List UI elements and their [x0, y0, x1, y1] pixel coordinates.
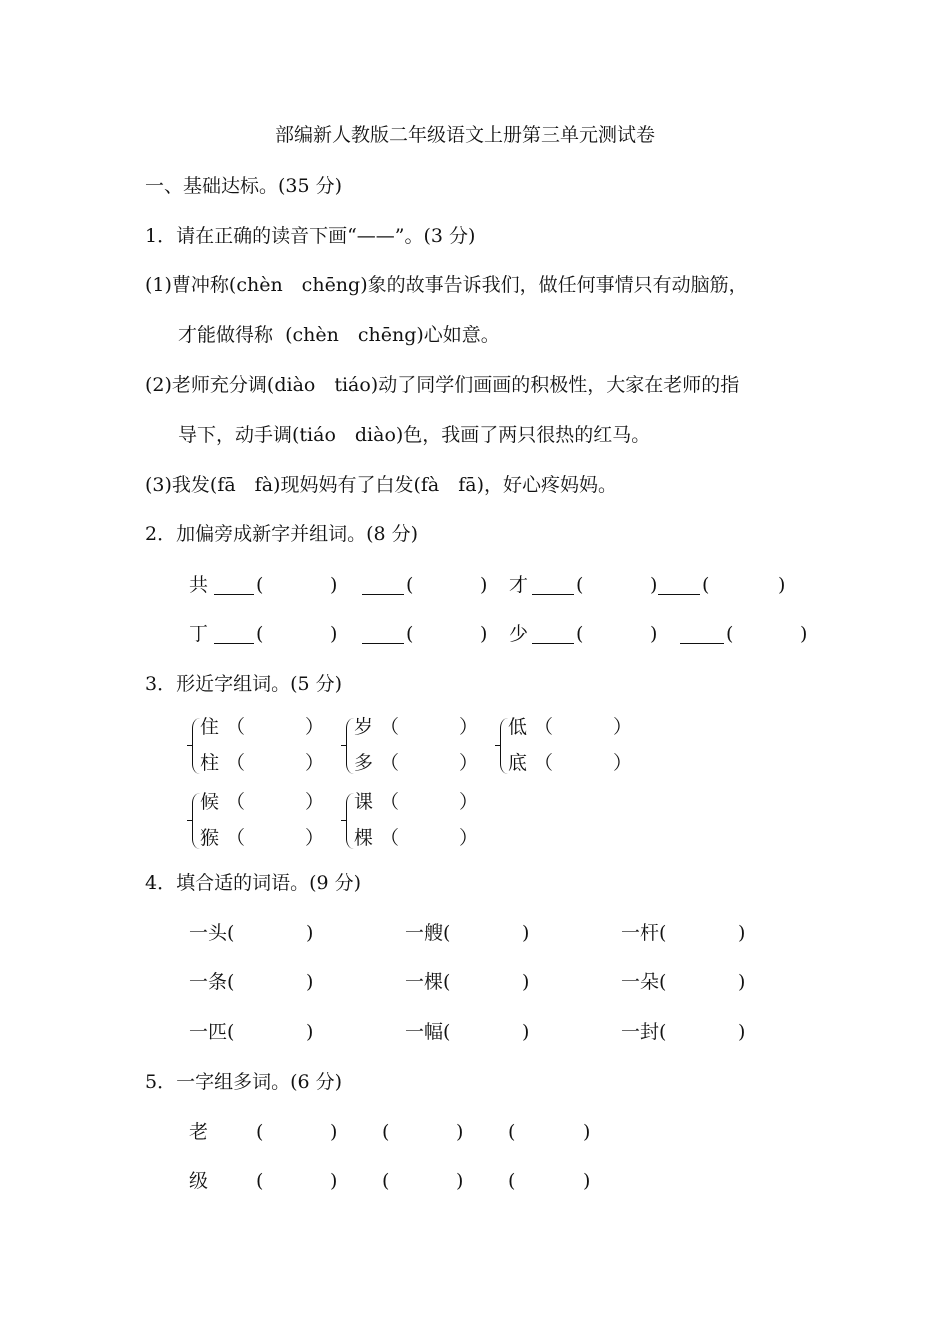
- q4-item: 一条(: [189, 971, 235, 993]
- q1-line-1: (1)曹冲称(chèn chēng)象的故事告诉我们，做任何事情只有动脑筋，: [145, 274, 748, 296]
- q1-line-5: (3)我发(fā fà)现妈妈有了白发(fà fā)，好心疼妈妈。: [145, 474, 618, 496]
- q4-close-paren: ): [738, 922, 746, 944]
- q3-char: 柱: [200, 752, 220, 774]
- q4-item: 一封(: [621, 1021, 667, 1043]
- q4-close-paren: ): [522, 971, 530, 993]
- brace-icon: [500, 718, 508, 774]
- q3-close-paren: ）: [305, 716, 325, 738]
- q4-item: 一朵(: [621, 971, 667, 993]
- page-title: 部编新人教版二年级语文上册第三单元测试卷: [275, 124, 656, 146]
- q3-open-paren: （: [380, 791, 400, 813]
- q2-close-paren: ): [330, 574, 338, 596]
- q3-close-paren: ）: [459, 791, 479, 813]
- q3-close-paren: ）: [613, 716, 633, 738]
- q5-open-paren: (: [382, 1121, 390, 1143]
- q3-open-paren: （: [534, 716, 554, 738]
- q3-char: 低: [508, 716, 528, 738]
- q3-char: 棵: [354, 827, 374, 849]
- q4-item: 一棵(: [405, 971, 451, 993]
- q5-heading: 5．一字组多词。(6 分): [145, 1071, 343, 1093]
- q1-line-3: (2)老师充分调(diào tiáo)动了同学们画画的积极性，大家在老师的指: [145, 374, 740, 396]
- brace-icon: [346, 718, 354, 774]
- q4-item: 一头(: [189, 922, 235, 944]
- q3-open-paren: （: [226, 716, 246, 738]
- q2-heading: 2．加偏旁成新字并组词。(8 分): [145, 523, 419, 545]
- q5-close-paren: ): [330, 1170, 338, 1192]
- q4-close-paren: ): [522, 1021, 530, 1043]
- q5-close-paren: ): [583, 1121, 591, 1143]
- q3-char: 住: [200, 716, 220, 738]
- q3-char: 课: [354, 791, 374, 813]
- q4-close-paren: ): [738, 1021, 746, 1043]
- q2-char-gong: 共: [189, 574, 209, 596]
- q3-open-paren: （: [226, 752, 246, 774]
- q3-close-paren: ）: [305, 752, 325, 774]
- q2-close-paren: ): [480, 574, 488, 596]
- q3-char: 猴: [200, 827, 220, 849]
- q2-char-cai: 才: [509, 574, 529, 596]
- q3-open-paren: （: [380, 752, 400, 774]
- q3-heading: 3．形近字组词。(5 分): [145, 673, 343, 695]
- q2-close-paren: ): [800, 623, 808, 645]
- q3-close-paren: ）: [459, 827, 479, 849]
- q2-open-paren: (: [726, 623, 734, 645]
- q1-line-4: 导下，动手调(tiáo diào)色，我画了两只很热的红马。: [178, 424, 651, 446]
- q1-heading: 1．请在正确的读音下画“——”。(3 分): [145, 225, 476, 247]
- q2-char-shao: 少: [509, 623, 529, 645]
- q4-heading: 4．填合适的词语。(9 分): [145, 872, 362, 894]
- q4-close-paren: ): [522, 922, 530, 944]
- q5-close-paren: ): [456, 1121, 464, 1143]
- q3-close-paren: ）: [459, 752, 479, 774]
- q3-char: 候: [200, 791, 220, 813]
- section-heading: 一、基础达标。(35 分): [145, 175, 343, 197]
- q3-close-paren: ）: [613, 752, 633, 774]
- q3-char: 底: [508, 752, 528, 774]
- q2-close-paren: ): [330, 623, 338, 645]
- q2-blank[interactable]: [362, 643, 404, 644]
- q4-close-paren: ): [306, 922, 314, 944]
- brace-icon: [192, 718, 200, 774]
- q2-blank[interactable]: [532, 643, 574, 644]
- q1-line-2: 才能做得称 (chèn chēng)心如意。: [178, 324, 500, 346]
- q5-open-paren: (: [508, 1170, 516, 1192]
- q3-close-paren: ）: [459, 716, 479, 738]
- q2-blank[interactable]: [532, 594, 574, 595]
- q2-open-paren: (: [576, 623, 584, 645]
- q2-blank[interactable]: [680, 643, 724, 644]
- q2-open-paren: (: [702, 574, 710, 596]
- q5-open-paren: (: [382, 1170, 390, 1192]
- q3-open-paren: （: [226, 791, 246, 813]
- q3-open-paren: （: [534, 752, 554, 774]
- q4-close-paren: ): [306, 971, 314, 993]
- q5-close-paren: ): [456, 1170, 464, 1192]
- q3-open-paren: （: [380, 716, 400, 738]
- brace-icon: [346, 793, 354, 849]
- q3-open-paren: （: [380, 827, 400, 849]
- q2-blank[interactable]: [214, 594, 254, 595]
- q4-item: 一幅(: [405, 1021, 451, 1043]
- q3-char: 多: [354, 752, 374, 774]
- q5-open-paren: (: [508, 1121, 516, 1143]
- q2-close-paren: ): [480, 623, 488, 645]
- q2-open-paren: (: [256, 623, 264, 645]
- q2-open-paren: (: [406, 623, 414, 645]
- q5-char-ji: 级: [189, 1170, 209, 1192]
- q2-open-paren: (: [406, 574, 414, 596]
- q5-close-paren: ): [583, 1170, 591, 1192]
- q5-open-paren: (: [256, 1170, 264, 1192]
- brace-icon: [192, 793, 200, 849]
- q4-item: 一匹(: [189, 1021, 235, 1043]
- q2-char-ding: 丁: [189, 623, 209, 645]
- q4-close-paren: ): [306, 1021, 314, 1043]
- q2-blank[interactable]: [214, 643, 254, 644]
- q3-char: 岁: [354, 716, 374, 738]
- q2-blank[interactable]: [362, 594, 404, 595]
- q5-close-paren: ): [330, 1121, 338, 1143]
- q4-item: 一艘(: [405, 922, 451, 944]
- q5-char-lao: 老: [189, 1121, 209, 1143]
- q2-open-paren: (: [256, 574, 264, 596]
- q5-open-paren: (: [256, 1121, 264, 1143]
- q2-close-paren: ): [650, 574, 658, 596]
- q2-open-paren: (: [576, 574, 584, 596]
- q2-blank[interactable]: [658, 594, 700, 595]
- q3-close-paren: ）: [305, 827, 325, 849]
- q3-open-paren: （: [226, 827, 246, 849]
- q3-close-paren: ）: [305, 791, 325, 813]
- q2-close-paren: ): [778, 574, 786, 596]
- q2-close-paren: ): [650, 623, 658, 645]
- q4-close-paren: ): [738, 971, 746, 993]
- q4-item: 一杆(: [621, 922, 667, 944]
